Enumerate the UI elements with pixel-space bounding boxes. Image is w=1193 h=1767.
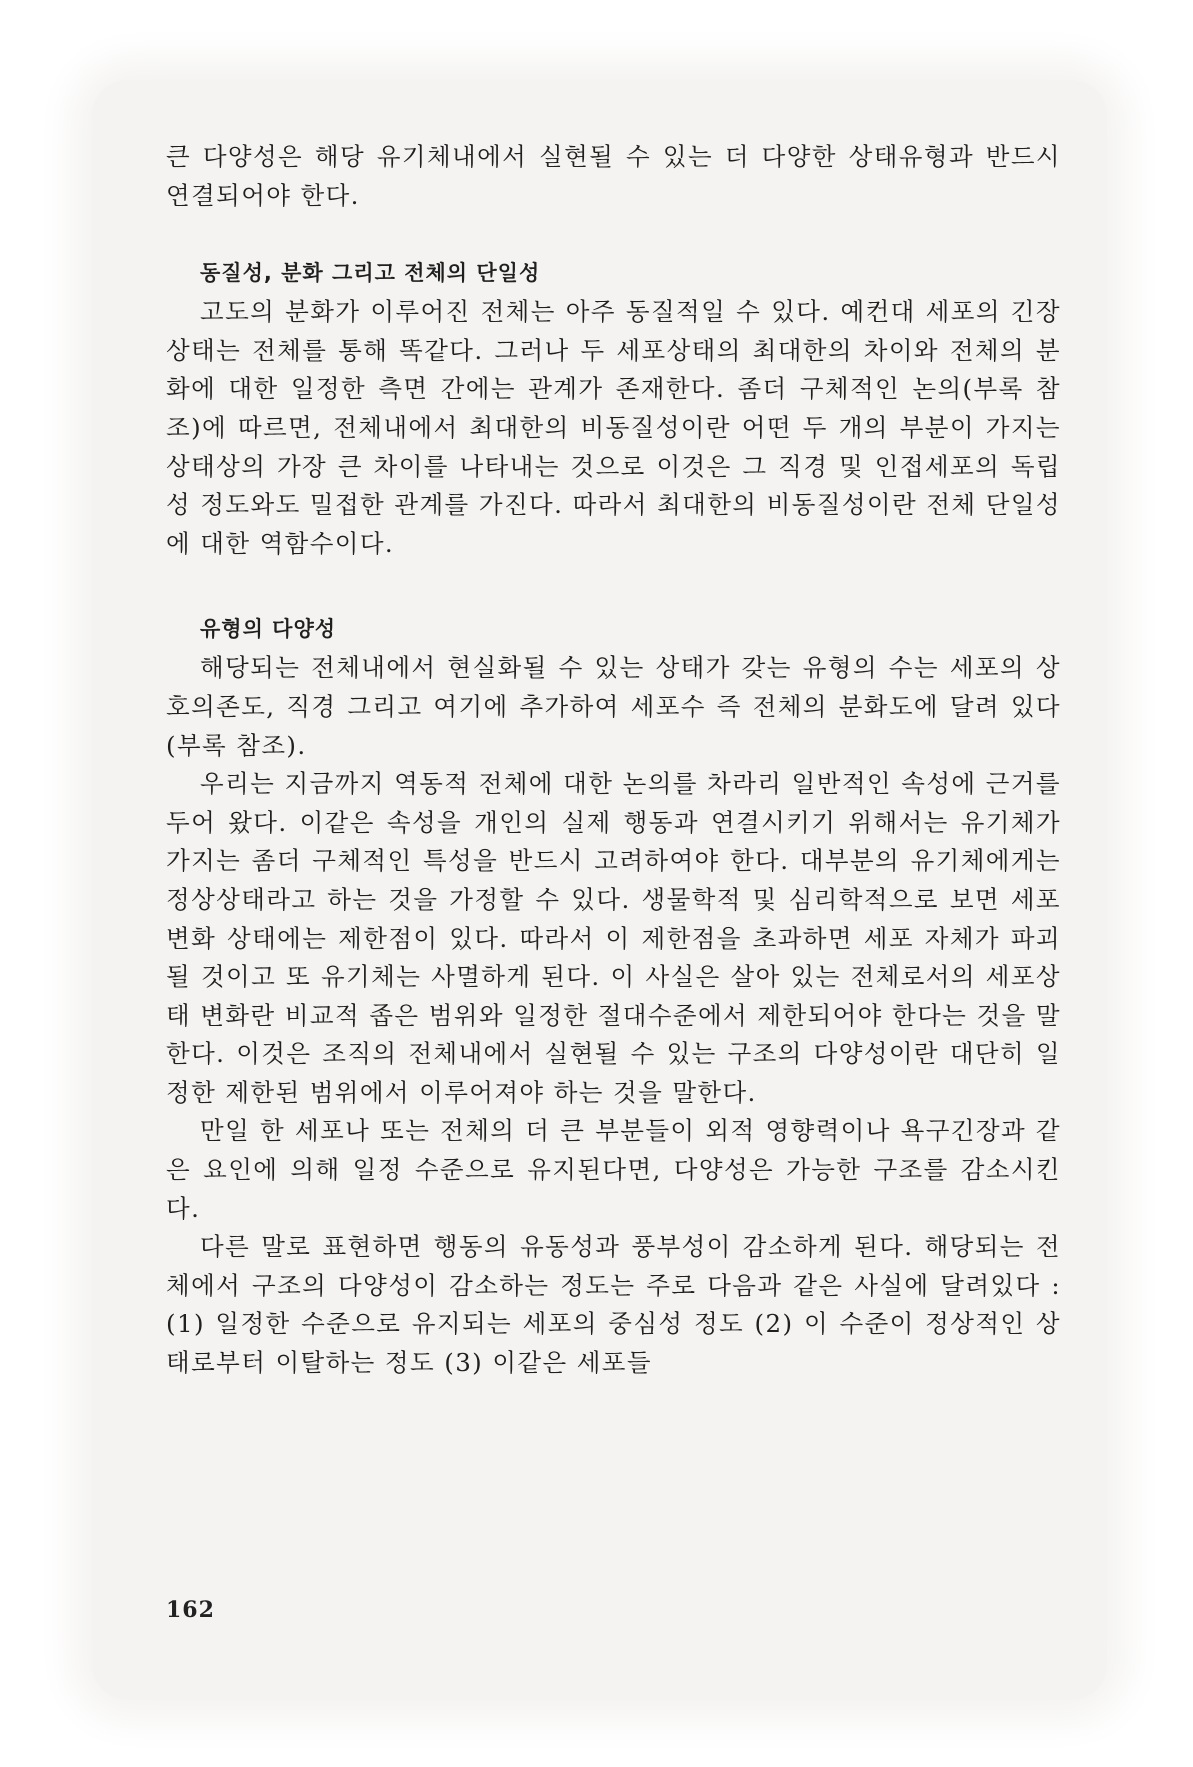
section-heading-homogeneity: 동질성, 분화 그리고 전체의 단일성 — [200, 261, 541, 286]
paragraph: 만일 한 세포나 또는 전체의 더 큰 부분들이 외적 영향력이나 욕구긴장과 같은 요인에 의해 일정 수준으로 유지된다면, 다양성은 가능한 구조를 감소시킨다. — [166, 1116, 1061, 1223]
paragraph: 고도의 분화가 이루어진 전체는 아주 동질적일 수 있다. 예컨대 세포의 긴장상태는 전체를 통해 똑같다. 그러나 두 세포상태의 최대한의 차이와 전체의 분화에 대한 일정한 측면 간에는 관계가 존재한다. 좀더 구체적인 논의(부록 참조)에 따르면, 전체내에서 최대한의 비동질성이란 어떤 두 개의 부분이 가지는 상태상의 가장 큰 차이를 나타내는 것으로 이것은 그 직경 및 인접세포의 독립성 정도와도 밀접한 관계를 가진다. 따라서 최대한의 비동질성이란 전체 단일성에 대한 역함수이다. — [166, 297, 1061, 558]
continued-paragraph: 큰 다양성은 해당 유기체내에서 실현될 수 있는 더 다양한 상태유형과 반드시 연결되어야 한다. — [166, 142, 1061, 210]
paragraph: 우리는 지금까지 역동적 전체에 대한 논의를 차라리 일반적인 속성에 근거를 두어 왔다. 이같은 속성을 개인의 실제 행동과 연결시키기 위해서는 유기체가 가지는 좀더 구체적인 특성을 반드시 고려하여야 한다. 대부분의 유기체에게는 정상상태라고 하는 것을 가정할 수 있다. 생물학적 및 심리학적으로 보면 세포변화 상태에는 제한점이 있다. 따라서 이 제한점을 초과하면 세포 자체가 파괴될 것이고 또 유기체는 사멸하게 된다. 이 사실은 살아 있는 전체로서의 세포상태 변화란 비교적 좁은 범위와 일정한 절대수준에서 제한되어야 한다는 것을 말한다. 이것은 조직의 전체내에서 실현될 수 있는 구조의 다양성이란 대단히 일정한 제한된 범위에서 이루어져야 하는 것을 말한다. — [166, 769, 1061, 1107]
paragraph: 해당되는 전체내에서 현실화될 수 있는 상태가 갖는 유형의 수는 세포의 상호의존도, 직경 그리고 여기에 추가하여 세포수 즉 전체의 분화도에 달려 있다(부록 참조). — [166, 653, 1061, 760]
paragraph: 다른 말로 표현하면 행동의 유동성과 풍부성이 감소하게 된다. 해당되는 전체에서 구조의 다양성이 감소하는 정도는 주로 다음과 같은 사실에 달려있다 : (1) 일정한 수준으로 유지되는 세포의 중심성 정도 (2) 이 수준이 정상적인 상태로부터 이탈하는 정도 (3) 이같은 세포들 — [166, 1232, 1061, 1378]
page-body — [166, 138, 1061, 1383]
page-number: 162 — [166, 1597, 215, 1623]
section-heading-variety-of-patterns: 유형의 다양성 — [200, 617, 337, 642]
